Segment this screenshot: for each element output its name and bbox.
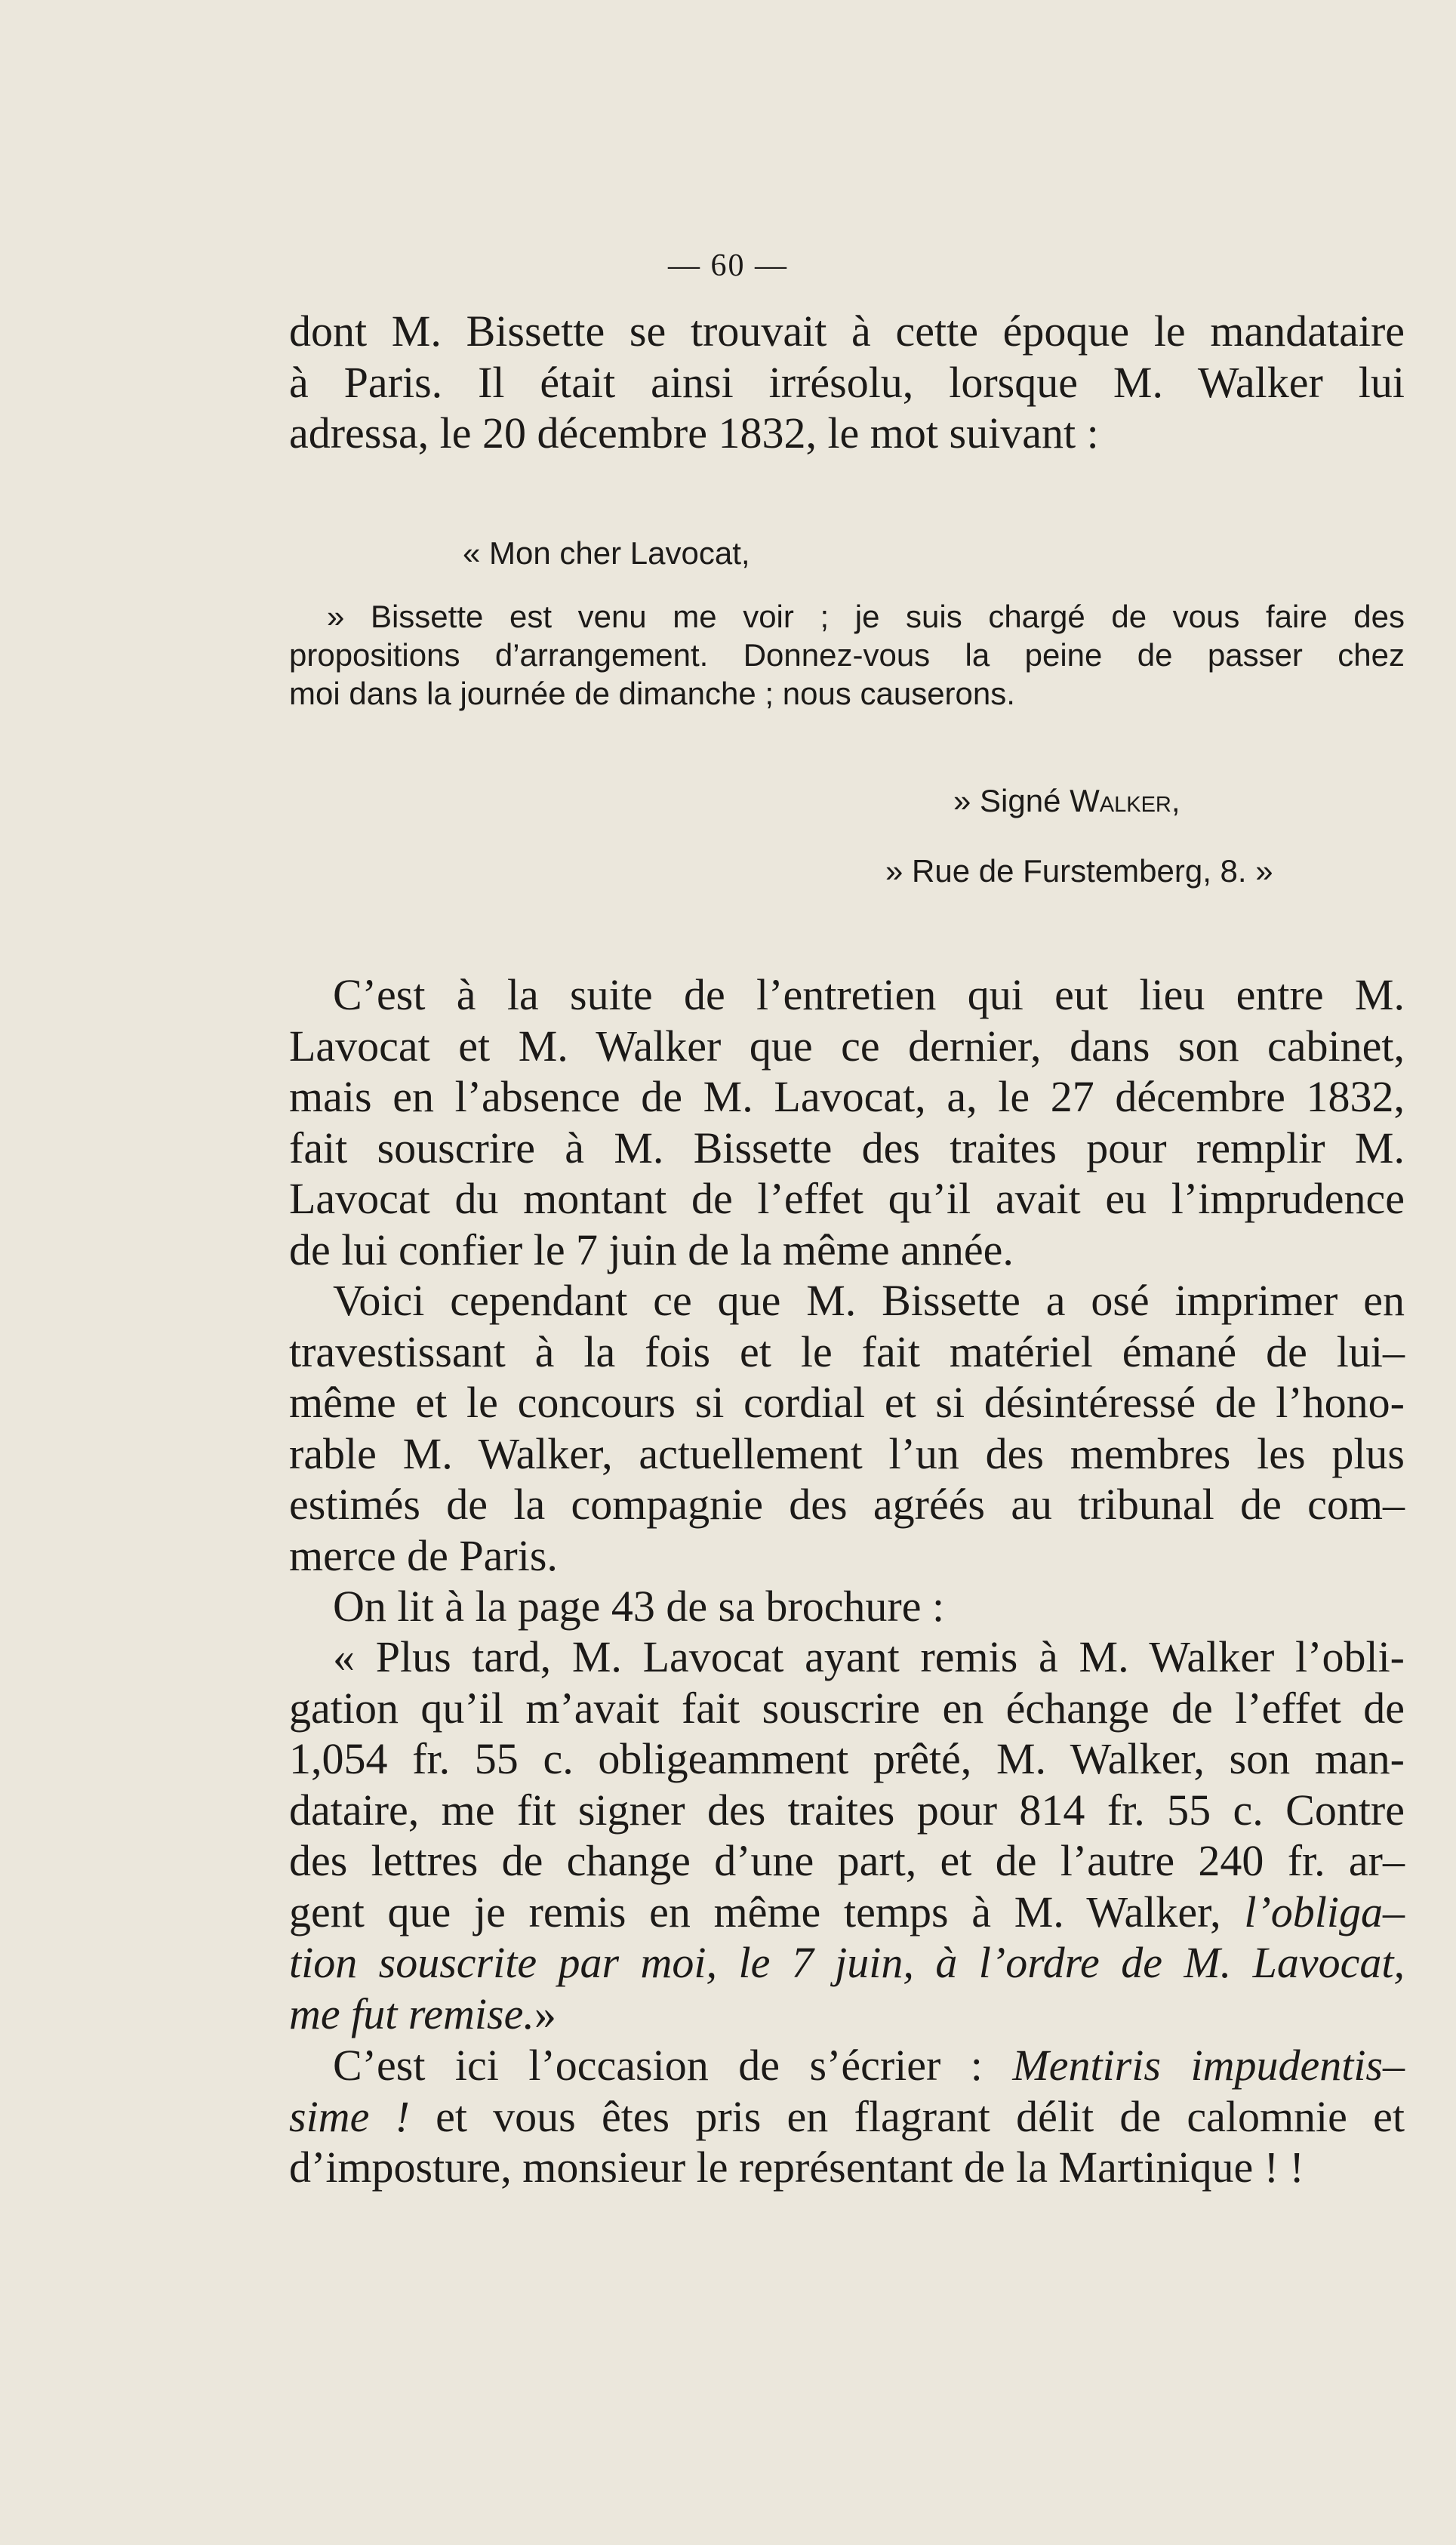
text-line: de lui confier le 7 juin de la même année. (289, 1225, 1014, 1274)
text-line: « Plus tard, M. Lavocat ayant remis à M. Walker l’obli- (333, 1632, 1405, 1681)
quote-paragraph (289, 1631, 1405, 2039)
paragraph-4 (289, 1581, 1405, 1632)
latin-phrase: sime ! (289, 2091, 410, 2141)
quote-close: » (534, 1989, 556, 2038)
text-line: dataire, me fit signer des traites pour 814 fr. 55 c. Contre (289, 1785, 1405, 1835)
text-line: Voici cependant ce que M. Bissette a osé imprimer en (333, 1276, 1405, 1325)
quote-text: gent que je remis en même temps à M. Walker, (289, 1887, 1221, 1936)
letter-body (289, 597, 1405, 713)
text-line: C’est à la suite de l’entretien qui eut lieu entre M. (333, 970, 1405, 1019)
text-line: Lavocat et M. Walker que ce dernier, dans son cabinet, (289, 1021, 1405, 1071)
letter-address (289, 852, 1405, 890)
text-line: d’imposture, monsieur le représentant de la Martinique ! ! (289, 2143, 1304, 2192)
latin-phrase: Mentiris impudentis– (1012, 2041, 1405, 2090)
text-line: des lettres de change d’une part, et de l’autre 240 fr. ar– (289, 1836, 1405, 1885)
text-line: tion souscrite par moi, le 7 juin, à l’ordre de M. Lavocat, (289, 1938, 1405, 1987)
salutation: « Mon cher Lavocat, (463, 535, 750, 571)
text-line: rable M. Walker, actuellement l’un des membres les plus (289, 1428, 1405, 1478)
paragraph-final (289, 2040, 1405, 2193)
text-line: Lavocat du montant de l’effet qu’il avait eu l’imprudence (289, 1174, 1405, 1223)
text-line: 1,054 fr. 55 c. obligeamment prêté, M. Walker, son man- (289, 1734, 1405, 1783)
letter-salutation (289, 534, 1405, 572)
text-line: fait souscrire à M. Bissette des traites pour remplir M. (289, 1123, 1405, 1172)
address: » Rue de Furstemberg, 8. » (885, 853, 1273, 889)
text-line: gation qu’il m’avait fait souscrire en échange de l’effet de (289, 1683, 1405, 1733)
signed-prefix: » Signé (953, 783, 1061, 818)
letter-line: propositions d’arrangement. Donnez-vous la peine de passer chez (289, 637, 1405, 673)
signed-name: Walker, (1070, 783, 1180, 818)
text-span: et vous êtes pris en flagrant délit de calomnie et (436, 2091, 1405, 2141)
text-line: merce de Paris. (289, 1530, 558, 1580)
text-line: travestissant à la fois et le fait matériel émané de lui– (289, 1326, 1405, 1376)
text-line: à Paris. Il était ainsi irrésolu, lorsque M. Walker lui (289, 357, 1405, 407)
paragraph-3 (289, 1275, 1405, 1581)
text-line (289, 1887, 1405, 1938)
page-number: — 60 — (668, 248, 788, 283)
paragraph-2 (289, 969, 1405, 1275)
text-line: même et le concours si cordial et si désintéressé de l’hono- (289, 1378, 1405, 1427)
text-line: adressa, le 20 décembre 1832, le mot suivant : (289, 408, 1099, 458)
text-line: estimés de la compagnie des agréés au tribunal de com– (289, 1480, 1405, 1529)
letter-line: moi dans la journée de dimanche ; nous causerons. (289, 676, 1015, 711)
paragraph-1 (289, 306, 1405, 459)
quote-italic: l’obliga– (1244, 1887, 1405, 1936)
text-span: C’est ici l’occasion de s’écrier : (333, 2041, 983, 2090)
text-line: dont M. Bissette se trouvait à cette époque le mandataire (289, 307, 1405, 356)
text-line: On lit à la page 43 de sa brochure : (333, 1582, 945, 1631)
letter-line: » Bissette est venu me voir ; je suis chargé de vous faire des (327, 599, 1405, 634)
text-line: mais en l’absence de M. Lavocat, a, le 27 décembre 1832, (289, 1072, 1405, 1121)
quote-italic: me fut remise. (289, 1989, 534, 2038)
letter-signature (289, 781, 1405, 820)
